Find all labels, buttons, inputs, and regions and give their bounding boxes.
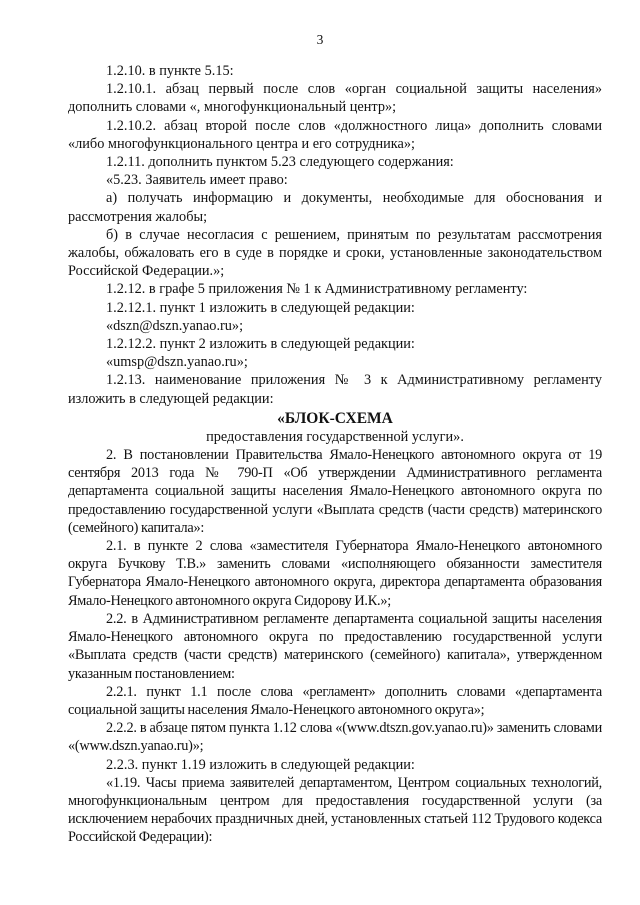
paragraph-1-2-11: 1.2.11. дополнить пунктом 5.23 следующего содержания: [106,154,454,171]
paragraph-2-2-1: 2.2.1. пункт 1.1 после слова «регламент» дополнить словами «департамента социальной защиты населения Ямало-Ненецкого автономного округа»; [68,683,602,718]
paragraph-1-2-13: 1.2.13. наименование приложения № 3 к Административному регламенту изложить в следующей редакции: [68,372,602,407]
paragraph-2-2-3: 2.2.3. пункт 1.19 изложить в следующей редакции: [106,756,415,773]
paragraph-1-2-12: 1.2.12. в графе 5 приложения № 1 к Административному регламенту: [106,281,528,298]
paragraph-5-23: «5.23. Заявитель имеет право: [106,172,288,189]
paragraph-2-2: 2.2. в Административном регламенте департамента социальной защиты населения Ямало-Ненецкого автономного округа по предоставлению государственной услуги «Выплата средств (части средств) материнского (семейного) капитала», утвержденном указанным постановлением: [68,610,602,682]
paragraph-1-2-12-1: 1.2.12.1. пункт 1 изложить в следующей редакции: [106,299,415,316]
paragraph-1-2-10: 1.2.10. в пункте 5.15: [106,63,234,79]
paragraph-5-23-b: б) в случае несогласия с решением, принятым по результатам рассмотрения жалобы, обжаловать его в суде в порядке и сроки, установленные законодательством Российской Федерации.»; [68,226,602,280]
paragraph-email-dszn: «dszn@dszn.yanao.ru»; [106,317,244,334]
document-body [68,62,602,847]
paragraph-2-2-2: 2.2.2. в абзаце пятом пункта 1.12 слова «(www.dtszn.gov.yanao.ru)» заменить словами «(www.dszn.yanao.ru)»; [68,720,602,755]
page-number: 3 [316,32,324,47]
block-scheme-subheading: предоставления государственной услуги». [206,428,464,445]
paragraph-5-23-a: а) получать информацию и документы, необходимые для обоснования и рассмотрения жалобы; [68,190,602,225]
paragraph-1-2-12-2: 1.2.12.2. пункт 2 изложить в следующей редакции: [106,336,415,353]
paragraph-1-2-10-2: 1.2.10.2. абзац второй после слов «должностного лица» дополнить словами «либо многофункционального центра и его сотрудника»; [68,117,602,152]
block-scheme-heading: «БЛОК-СХЕМА [277,409,393,427]
paragraph-1-19: «1.19. Часы приема заявителей департаментом, Центром социальных технологий, многофункциональным центром для предоставления государственной услуги (за исключением нерабочих праздничных дней, установленных статьей 112 Трудового кодекса Российской Федерации): [68,774,602,846]
paragraph-email-umsp: «umsp@dszn.yanao.ru»; [106,354,248,371]
paragraph-1-2-10-1: 1.2.10.1. абзац первый после слов «орган социальной защиты населения» дополнить словами «, многофункциональный центр»; [68,81,602,116]
paragraph-2-1: 2.1. в пункте 2 слова «заместителя Губернатора Ямало-Ненецкого автономного округа Бучкову Т.В.» заменить словами «исполняющего обязанности заместителя Губернатора Ямало-Ненецкого автономного округа, директора департамента образования Ямало-Ненецкого автономного округа Сидорову И.К.»; [68,538,602,609]
paragraph-2: 2. В постановлении Правительства Ямало-Ненецкого автономного округа от 19 сентября 2013 года № 790-П «Об утверждении Административного регламента департамента социальной защиты населения Ямало-Ненецкого автономного округа по предоставлению государственной услуги «Выплата средств (части средств) материнского (семейного) капитала»: [68,447,602,536]
